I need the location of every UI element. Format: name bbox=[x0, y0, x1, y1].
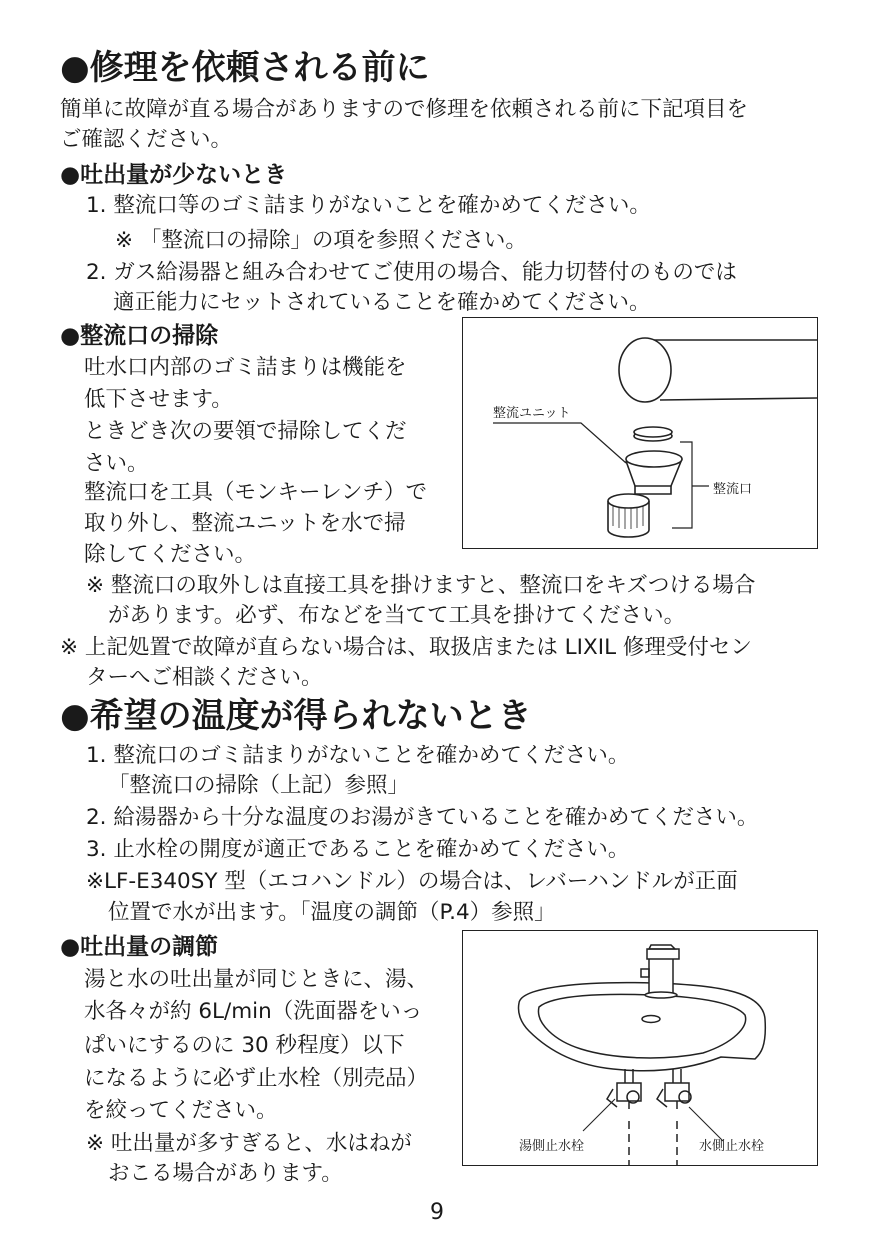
cleaning-line-4: さい。 bbox=[84, 451, 149, 476]
aerator-outlet-label: 整流口 bbox=[713, 482, 753, 497]
washbasin-figure bbox=[462, 930, 818, 1166]
low-flow-item-2-cont: 適正能力にセットされていることを確かめてください。 bbox=[113, 290, 651, 315]
aerator-illustration bbox=[463, 318, 817, 548]
flow-adjust-line-2: 水各々が約 6L/min（洗面器をいっ bbox=[84, 999, 423, 1024]
temperature-item-2: 2. 給湯器から十分な温度のお湯がきていることを確かめてください。 bbox=[86, 805, 759, 830]
temperature-note-cont: 位置で水が出ます。「温度の調節（P.4）参照」 bbox=[108, 900, 556, 925]
low-flow-note: ※ 「整流口の掃除」の項を参照ください。 bbox=[115, 228, 527, 253]
cleaning-caution-1: ※ 整流口の取外しは直接工具を掛けますと、整流口をキズつける場合 bbox=[86, 573, 756, 598]
flow-adjust-caution-cont: おこる場合があります。 bbox=[108, 1161, 343, 1186]
cleaning-line-1: 吐水口内部のゴミ詰まりは機能を bbox=[84, 355, 407, 380]
temperature-section-title: ●希望の温度が得られないとき bbox=[60, 696, 532, 736]
low-flow-heading: ●吐出量が少ないとき bbox=[60, 162, 288, 188]
page-number: 9 bbox=[430, 1200, 444, 1225]
cleaning-caution-2: ※ 上記処置で故障が直らない場合は、取扱店または LIXIL 修理受付セン bbox=[60, 635, 752, 660]
cleaning-line-3: ときどき次の要領で掃除してくだ bbox=[84, 419, 407, 444]
cleaning-line-7: 除してください。 bbox=[84, 542, 257, 567]
temperature-note: ※LF-E340SY 型（エコハンドル）の場合は、レバーハンドルが正面 bbox=[86, 869, 738, 894]
temperature-item-3: 3. 止水栓の開度が適正であることを確かめてください。 bbox=[86, 837, 630, 862]
flow-adjust-line-1: 湯と水の吐出量が同じときに、湯、 bbox=[84, 967, 429, 992]
page-title: ●修理を依頼される前に bbox=[60, 48, 430, 88]
cleaning-caution-2-cont: ターへご相談ください。 bbox=[86, 665, 323, 690]
cleaning-heading: ●整流口の掃除 bbox=[60, 323, 219, 349]
flow-adjust-line-4: になるように必ず止水栓（別売品） bbox=[84, 1066, 429, 1091]
hot-valve-label: 湯側止水栓 bbox=[519, 1139, 585, 1154]
aerator-figure bbox=[462, 317, 818, 549]
low-flow-item-1: 1. 整流口等のゴミ詰まりがないことを確かめてください。 bbox=[86, 193, 651, 218]
flow-adjust-caution: ※ 吐出量が多すぎると、水はねが bbox=[86, 1131, 412, 1156]
cleaning-line-2: 低下させます。 bbox=[84, 387, 233, 412]
intro-line-2: ご確認ください。 bbox=[60, 127, 233, 152]
cleaning-line-6: 取り外し、整流ユニットを水で掃 bbox=[84, 511, 406, 536]
cleaning-line-5: 整流口を工具（モンキーレンチ）で bbox=[84, 480, 428, 505]
flow-adjust-line-5: を絞ってください。 bbox=[84, 1098, 278, 1123]
temperature-item-1: 1. 整流口のゴミ詰まりがないことを確かめてください。 bbox=[86, 743, 630, 768]
cold-valve-label: 水側止水栓 bbox=[699, 1139, 765, 1154]
temperature-item-1-ref: 「整流口の掃除（上記）参照」 bbox=[108, 773, 410, 798]
washbasin-illustration bbox=[463, 931, 817, 1165]
intro-line-1: 簡単に故障が直る場合がありますので修理を依頼される前に下記項目を bbox=[60, 97, 749, 122]
low-flow-item-2: 2. ガス給湯器と組み合わせてご使用の場合、能力切替付のものでは bbox=[86, 260, 737, 285]
flow-adjust-heading: ●吐出量の調節 bbox=[60, 934, 219, 960]
aerator-unit-label: 整流ユニット bbox=[493, 406, 571, 421]
cleaning-caution-1-cont: があります。必ず、布などを当てて工具を掛けてください。 bbox=[108, 603, 686, 628]
flow-adjust-line-3: ぱいにするのに 30 秒程度）以下 bbox=[84, 1033, 405, 1058]
